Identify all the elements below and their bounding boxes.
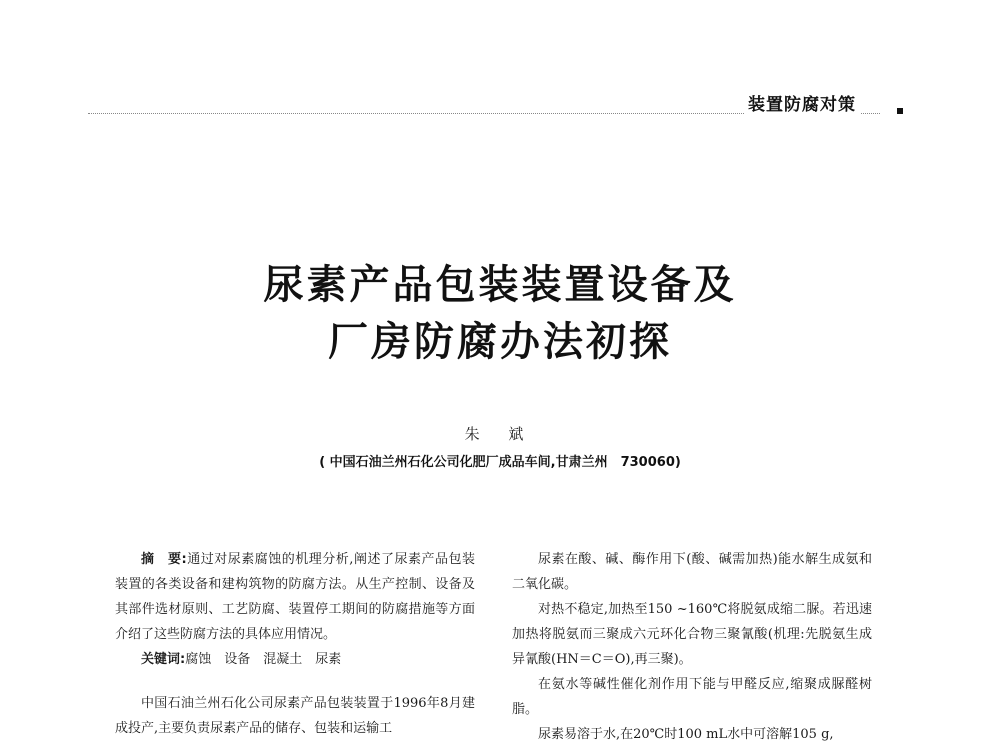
abstract-label: 摘 要: [141,552,187,567]
right-column [512,547,872,747]
article-title-line-1: 尿素产品包装装置设备及 [263,261,737,308]
body-paragraph-2: 对热不稳定,加热至150 ~160℃将脱氨成缩二脲。若迅速加热将脱氨而三聚成六元环化合物三聚氰酸(机理:先脱氨生成异氰酸(HN＝C＝O),再三聚)。 [512,602,872,667]
body-paragraph-4: 尿素易溶于水,在20℃时100 mL水中可溶解105 g, [538,727,834,742]
author-affiliation: ( 中国石油兰州石化公司化肥厂成品车间,甘肃兰州 730060) [319,455,681,470]
keywords-label: 关键词: [141,652,186,667]
keywords-text: 腐蚀 设备 混凝土 尿素 [185,652,342,667]
author-name: 朱 斌 [464,425,536,443]
body-paragraph-1: 尿素在酸、碱、酶作用下(酸、碱需加热)能水解生成氨和二氧化碳。 [512,552,872,592]
article-title-line-2: 厂房防腐办法初探 [328,318,672,365]
abstract-paragraph [115,547,475,647]
abstract-text: 通过对尿素腐蚀的机理分析,阐述了尿素产品包装装置的各类设备和建构筑物的防腐方法。从生产控制、设备及其部件选材原则、工艺防腐、装置停工期间的防腐措施等方面介绍了这些防腐方法的具体应用情况。 [115,552,475,642]
body-paragraph-3: 在氨水等碱性催化剂作用下能与甲醛反应,缩聚成脲醛树脂。 [512,677,872,717]
left-column [115,547,475,741]
header-marker [897,108,903,114]
keywords-paragraph [115,647,475,672]
intro-paragraph: 中国石油兰州石化公司尿素产品包装装置于1996年8月建成投产,主要负责尿素产品的储存、包装和运输工 [115,696,475,736]
section-tag: 装置防腐对策 [744,90,860,115]
section-gap [115,672,475,691]
